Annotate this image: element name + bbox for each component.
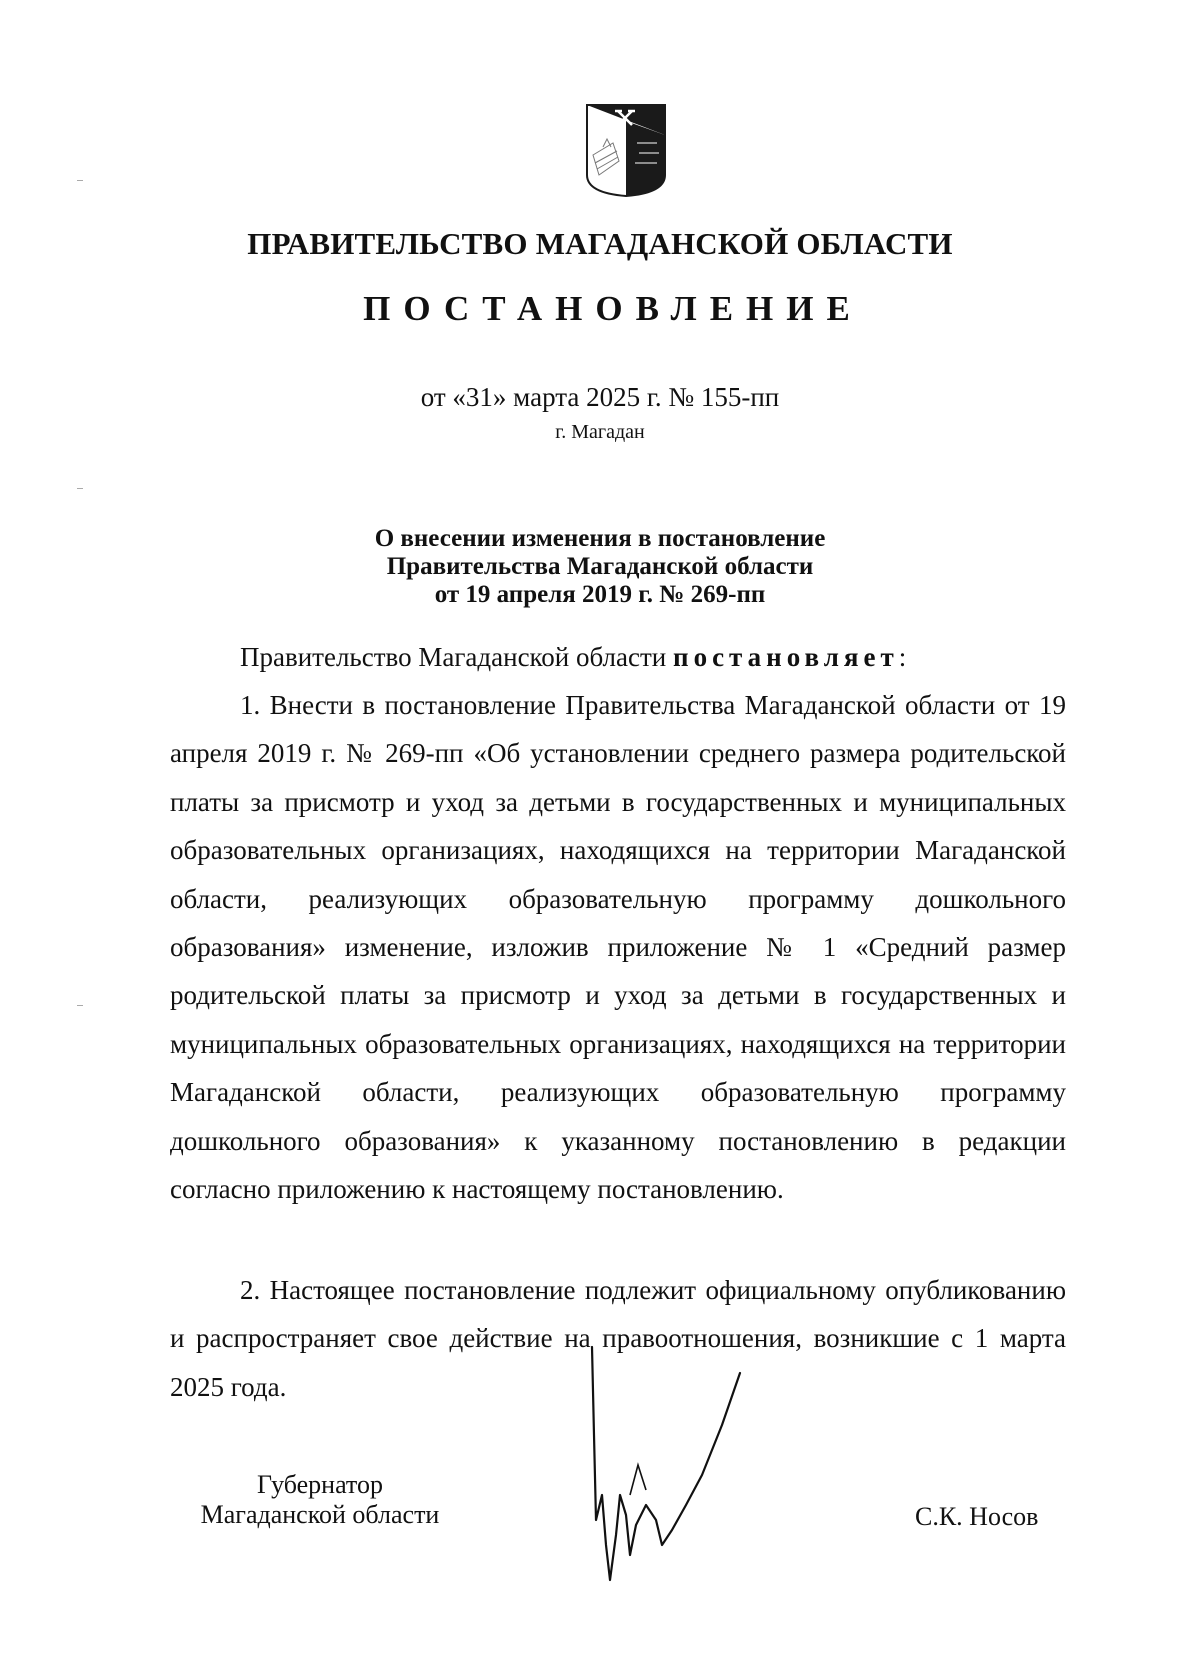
paragraph-2: 2. Настоящее постановление подлежит официальному опубликованию и распространяет свое действие на правоотношения, возникшие с 1 марта 2025 года. (170, 1275, 1066, 1402)
resolving-suffix: : (898, 642, 907, 672)
coat-of-arms-emblem (585, 103, 667, 198)
signer-title-line: Магаданской области (200, 1500, 440, 1529)
paragraph-1: 1. Внести в постановление Правительства Магаданской области от 19 апреля 2019 г. № 269-пп «Об установлении среднего размера родительской платы за присмотр и уход за детьми в государственных и муниципальных образовательных организациях, находящихся на территории Магаданской области, реализующих образовательную программу дошкольного образования» изменение, изложив приложение № 1 «Средний размер родительской платы за присмотр и уход за детьми в государственных и муниципальных образовательных организациях, находящихся на территории Магаданской области, реализующих образовательную программу дошкольного образования» к указанному постановлению в редакции согласно приложению к настоящему постановлению. (170, 690, 1066, 1205)
document-date-number: от «31» марта 2025 г. № 155-пп (420, 382, 780, 412)
document-city: г. Магадан (555, 421, 645, 443)
resolving-prefix: Правительство Магаданской области (240, 642, 674, 672)
scan-margin-mark (77, 1005, 83, 1006)
resolving-clause (240, 642, 906, 673)
signer-title-line: Губернатор (257, 1470, 383, 1499)
subject-line: О внесении изменения в постановление (374, 525, 826, 552)
issuing-authority: ПРАВИТЕЛЬСТВО МАГАДАНСКОЙ ОБЛАСТИ (247, 226, 953, 261)
subject-line: от 19 апреля 2019 г. № 269-пп (434, 581, 766, 608)
signer-title (175, 1470, 465, 1530)
document-subject (0, 525, 1200, 609)
document-type: ПОСТАНОВЛЕНИЕ (363, 289, 863, 328)
signer-name: С.К. Носов (915, 1502, 1039, 1531)
resolving-verb: постановляет (673, 642, 899, 672)
scan-margin-mark (77, 488, 83, 489)
handwritten-signature (590, 1345, 790, 1585)
scan-margin-mark (77, 180, 83, 181)
subject-line: Правительства Магаданской области (386, 553, 814, 580)
